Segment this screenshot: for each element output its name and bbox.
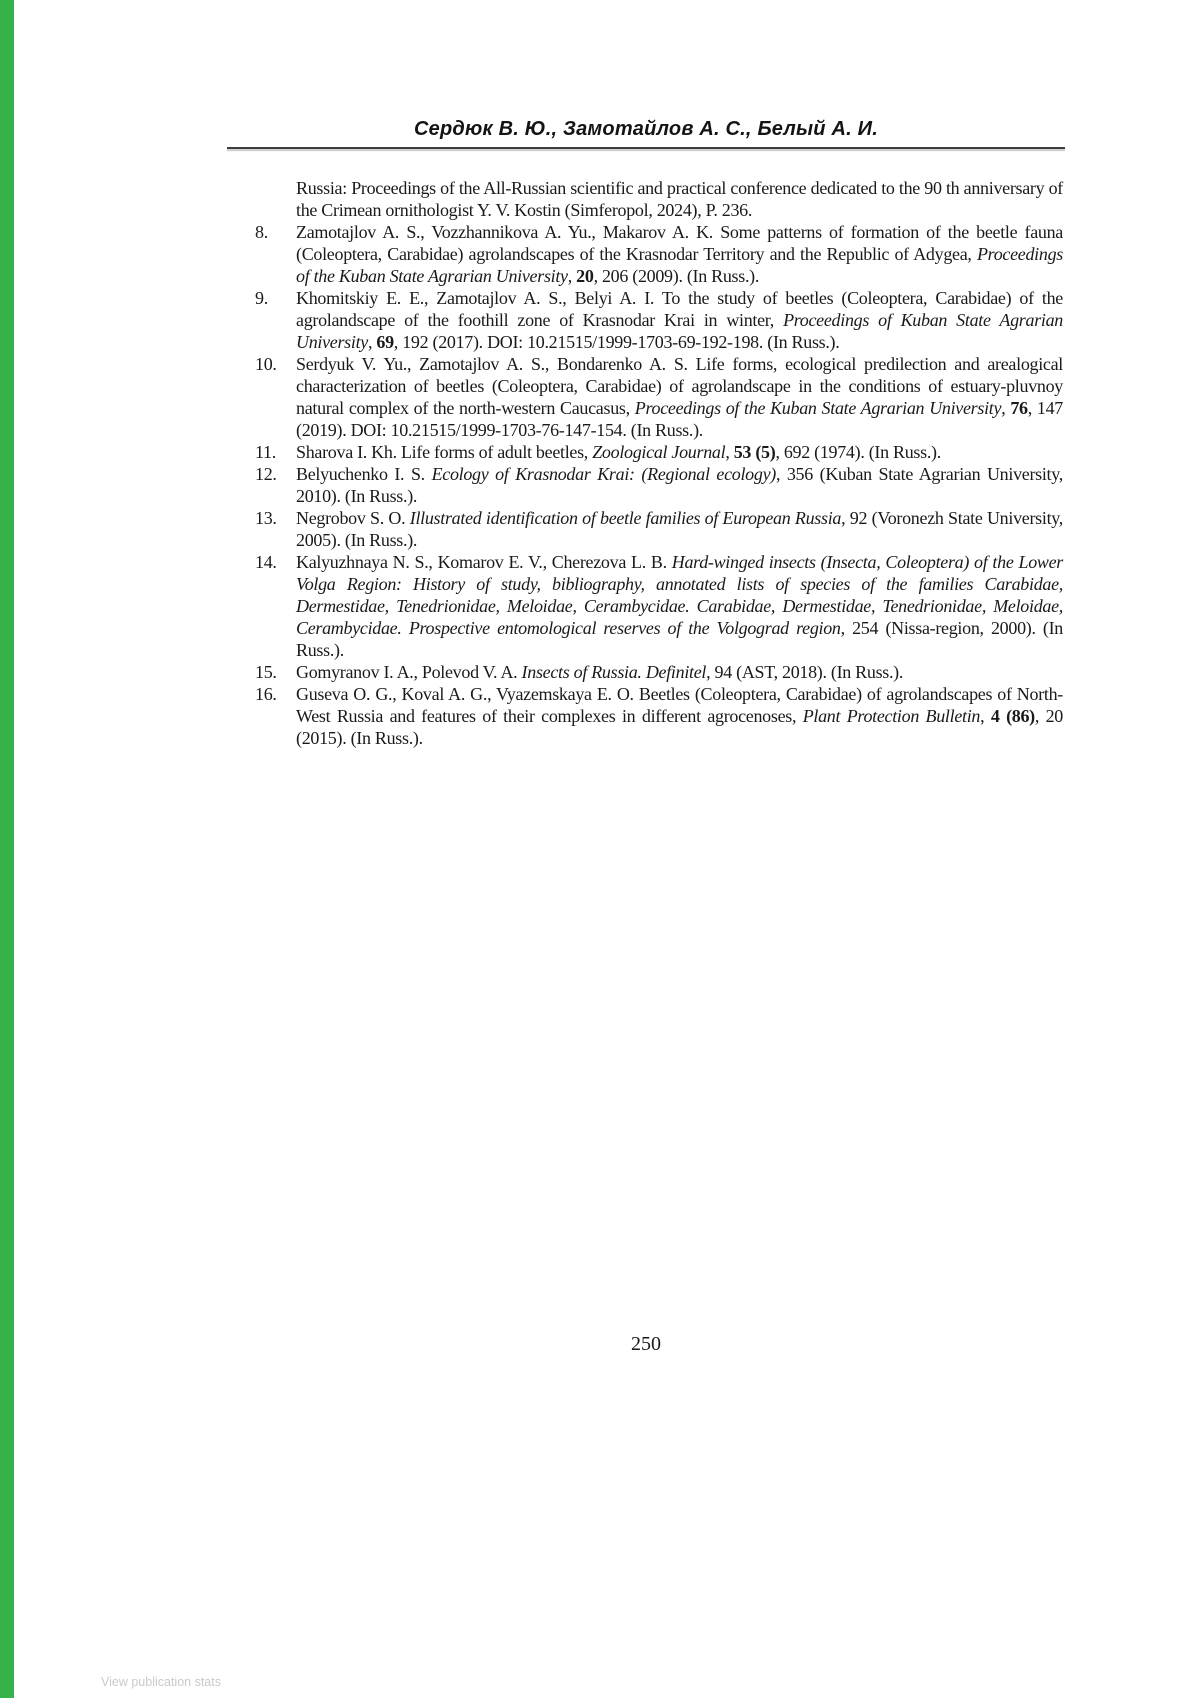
- page-number: 250: [631, 1333, 661, 1355]
- header-rule: [227, 147, 1065, 149]
- view-publication-stats-link[interactable]: View publication stats: [101, 1675, 221, 1689]
- reference-item: 15. Gomyranov I. A., Polevod V. A. Insects of Russia. Definitel, 94 (AST, 2018). (In Russ.).: [255, 662, 904, 682]
- reference-item: 12. Belyuchenko I. S. Ecology of Krasnodar Krai: (Regional ecology), 356 (Kuban State Agrarian University, 2010). (In Russ.).: [255, 464, 1063, 506]
- reference-item: 10. Serdyuk V. Yu., Zamotajlov A. S., Bondarenko A. S. Life forms, ecological predilection and arealogical characterization of beetles (Coleoptera, Carabidae) of agrolandscape in the conditions of estuary-pluvnoy natural complex of the north-western Caucasus, Proceedings of the Kuban State Agrarian University, 76, 147 (2019). DOI: 10.21515/1999-1703-76-147-154. (In Russ.).: [255, 354, 1063, 440]
- running-head-authors: Сердюк В. Ю., Замотайлов А. С., Белый А. И.: [414, 118, 878, 140]
- reference-number: 10.: [255, 354, 277, 374]
- reference-item: 9. Khomitskiy E. E., Zamotajlov A. S., Belyi A. I. To the study of beetles (Coleoptera, Carabidae) of the agrolandscape of the foothill zone of Krasnodar Krai in winter, Proceedings of Kuban State Agrarian University, 69, 192 (2017). DOI: 10.21515/1999-1703-69-192-198. (In Russ.).: [255, 288, 1063, 352]
- reference-list: [255, 221, 1063, 749]
- reference-number: 14.: [255, 552, 277, 572]
- reference-item: 11. Sharova I. Kh. Life forms of adult beetles, Zoological Journal, 53 (5), 692 (1974). (In Russ.).: [255, 442, 941, 462]
- reference-item: 8. Zamotajlov A. S., Vozzhannikova A. Yu., Makarov A. K. Some patterns of formation of the beetle fauna (Coleoptera, Carabidae) agrolandscapes of the Krasnodar Territory and the Republic of Adygea, Proceedings of the Kuban State Agrarian University, 20, 206 (2009). (In Russ.).: [255, 222, 1063, 286]
- reference-continuation-text: Russia: Proceedings of the All-Russian scientific and practical conference dedicated to the 90 th anniversary of the Crimean ornithologist Y. V. Kostin (Simferopol, 2024), P. 236.: [296, 178, 1063, 220]
- reference-number: 8.: [255, 222, 268, 242]
- reference-number: 15.: [255, 662, 277, 682]
- reference-number: 12.: [255, 464, 277, 484]
- reference-item: 16. Guseva O. G., Koval A. G., Vyazemskaya E. O. Beetles (Coleoptera, Carabidae) of agrolandscapes of North-West Russia and features of their complexes in different agrocenoses, Plant Protection Bulletin, 4 (86), 20 (2015). (In Russ.).: [255, 684, 1063, 748]
- reference-number: 11.: [255, 442, 276, 462]
- references-section: [255, 177, 1063, 749]
- researchgate-edge-strip: [0, 0, 14, 1698]
- reference-item: 13. Negrobov S. O. Illustrated identification of beetle families of European Russia, 92 (Voronezh State University, 2005). (In Russ.).: [255, 508, 1063, 550]
- reference-number: 13.: [255, 508, 277, 528]
- reference-number: 9.: [255, 288, 268, 308]
- reference-number: 16.: [255, 684, 277, 704]
- reference-item: 14. Kalyuzhnaya N. S., Komarov E. V., Cherezova L. B. Hard-winged insects (Insecta, Coleoptera) of the Lower Volga Region: History of study, bibliography, annotated lists of species of the families Carabidae, Dermestidae, Tenedrionidae, Meloidae, Cerambycidae. Carabidae, Dermestidae, Tenedrionidae, Meloidae, Cerambycidae. Prospective entomological reserves of the Volgograd region, 254 (Nissa-region, 2000). (In Russ.).: [255, 552, 1064, 660]
